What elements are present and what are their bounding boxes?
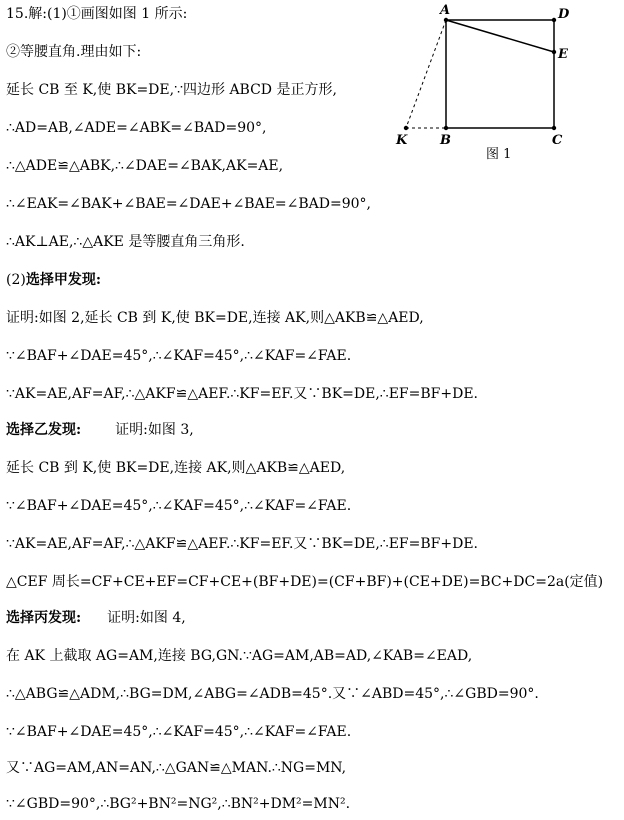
line-16: △CEF 周长=CF+CE+EF=CF+CE+(BF+DE)=(CF+BF)+(CE+DE)=BC+DC=2a(定值) <box>6 574 604 590</box>
line-20: ∵∠BAF+∠DAE=45°,∴∠KAF=45°,∴∠KAF=∠FAE. <box>6 724 352 740</box>
label-c: C <box>552 133 563 148</box>
point-e <box>552 50 556 54</box>
point-a <box>444 18 448 22</box>
line-12 <box>6 420 194 440</box>
line-7: ∴AK⊥AE,∴△AKE 是等腰直角三角形. <box>6 234 245 250</box>
line-5: ∴△ADE≌△ABK,∴∠DAE=∠BAK,AK=AE, <box>6 158 284 174</box>
line-1: 15.解:(1)①画图如图 1 所示: <box>6 6 188 22</box>
line-6: ∴∠EAK=∠BAK+∠BAE=∠DAE+∠BAE=∠BAD=90°, <box>6 196 371 212</box>
point-b <box>444 126 448 130</box>
line-19: ∴△ABG≌△ADM,∴BG=DM,∠ABG=∠ADB=45°.又∵∠ABD=45°,∴∠GBD=90°. <box>6 686 539 702</box>
label-b: B <box>440 133 451 148</box>
segment-ak <box>406 20 446 128</box>
line-2: ②等腰直角.理由如下: <box>6 44 142 60</box>
proof-ref: 证明:如图 3, <box>115 422 194 438</box>
line-11: ∵AK=AE,AF=AF,∴△AKF≌△AEF.∴KF=EF.又∵BK=DE,∴EF=BF+DE. <box>6 386 478 402</box>
line-10: ∵∠BAF+∠DAE=45°,∴∠KAF=45°,∴∠KAF=∠FAE. <box>6 348 352 364</box>
line-15: ∵AK=AE,AF=AF,∴△AKF≌△AEF.∴KF=EF.又∵BK=DE,∴EF=BF+DE. <box>6 536 478 552</box>
segment-ae <box>446 20 554 52</box>
point-c <box>552 126 556 130</box>
line-21: 又∵AG=AM,AN=AN,∴△GAN≌△MAN.∴NG=MN, <box>6 760 347 776</box>
part-2-label: (2) <box>6 272 26 288</box>
proof-ref: 证明:如图 4, <box>107 610 186 626</box>
line-18: 在 AK 上截取 AG=AM,连接 BG,GN.∵AG=AM,AB=AD,∠KAB=∠EAD, <box>6 648 473 664</box>
line-22: ∵∠GBD=90°,∴BG²+BN²=NG²,∴BN²+DM²=MN². <box>6 796 351 812</box>
option-bing-heading: 选择丙发现: <box>6 610 82 626</box>
line-17 <box>6 608 186 628</box>
line-14: ∵∠BAF+∠DAE=45°,∴∠KAF=45°,∴∠KAF=∠FAE. <box>6 498 352 514</box>
line-8 <box>6 270 101 290</box>
point-d <box>552 18 556 22</box>
label-k: K <box>396 133 408 148</box>
line-4: ∴AD=AB,∠ADE=∠ABK=∠BAD=90°, <box>6 120 267 136</box>
label-d: D <box>558 7 570 22</box>
option-jia-heading: 选择甲发现: <box>25 272 102 288</box>
figure-1 <box>392 0 624 170</box>
line-9: 证明:如图 2,延长 CB 到 K,使 BK=DE,连接 AK,则△AKB≌△AED, <box>6 310 424 326</box>
label-a: A <box>440 3 451 18</box>
line-3: 延长 CB 至 K,使 BK=DE,∵四边形 ABCD 是正方形, <box>6 82 337 98</box>
label-e: E <box>558 47 568 62</box>
figure-caption: 图 1 <box>486 147 512 162</box>
point-k <box>404 126 408 130</box>
line-13: 延长 CB 到 K,使 BK=DE,连接 AK,则△AKB≌△AED, <box>6 460 346 476</box>
option-yi-heading: 选择乙发现: <box>6 422 82 438</box>
